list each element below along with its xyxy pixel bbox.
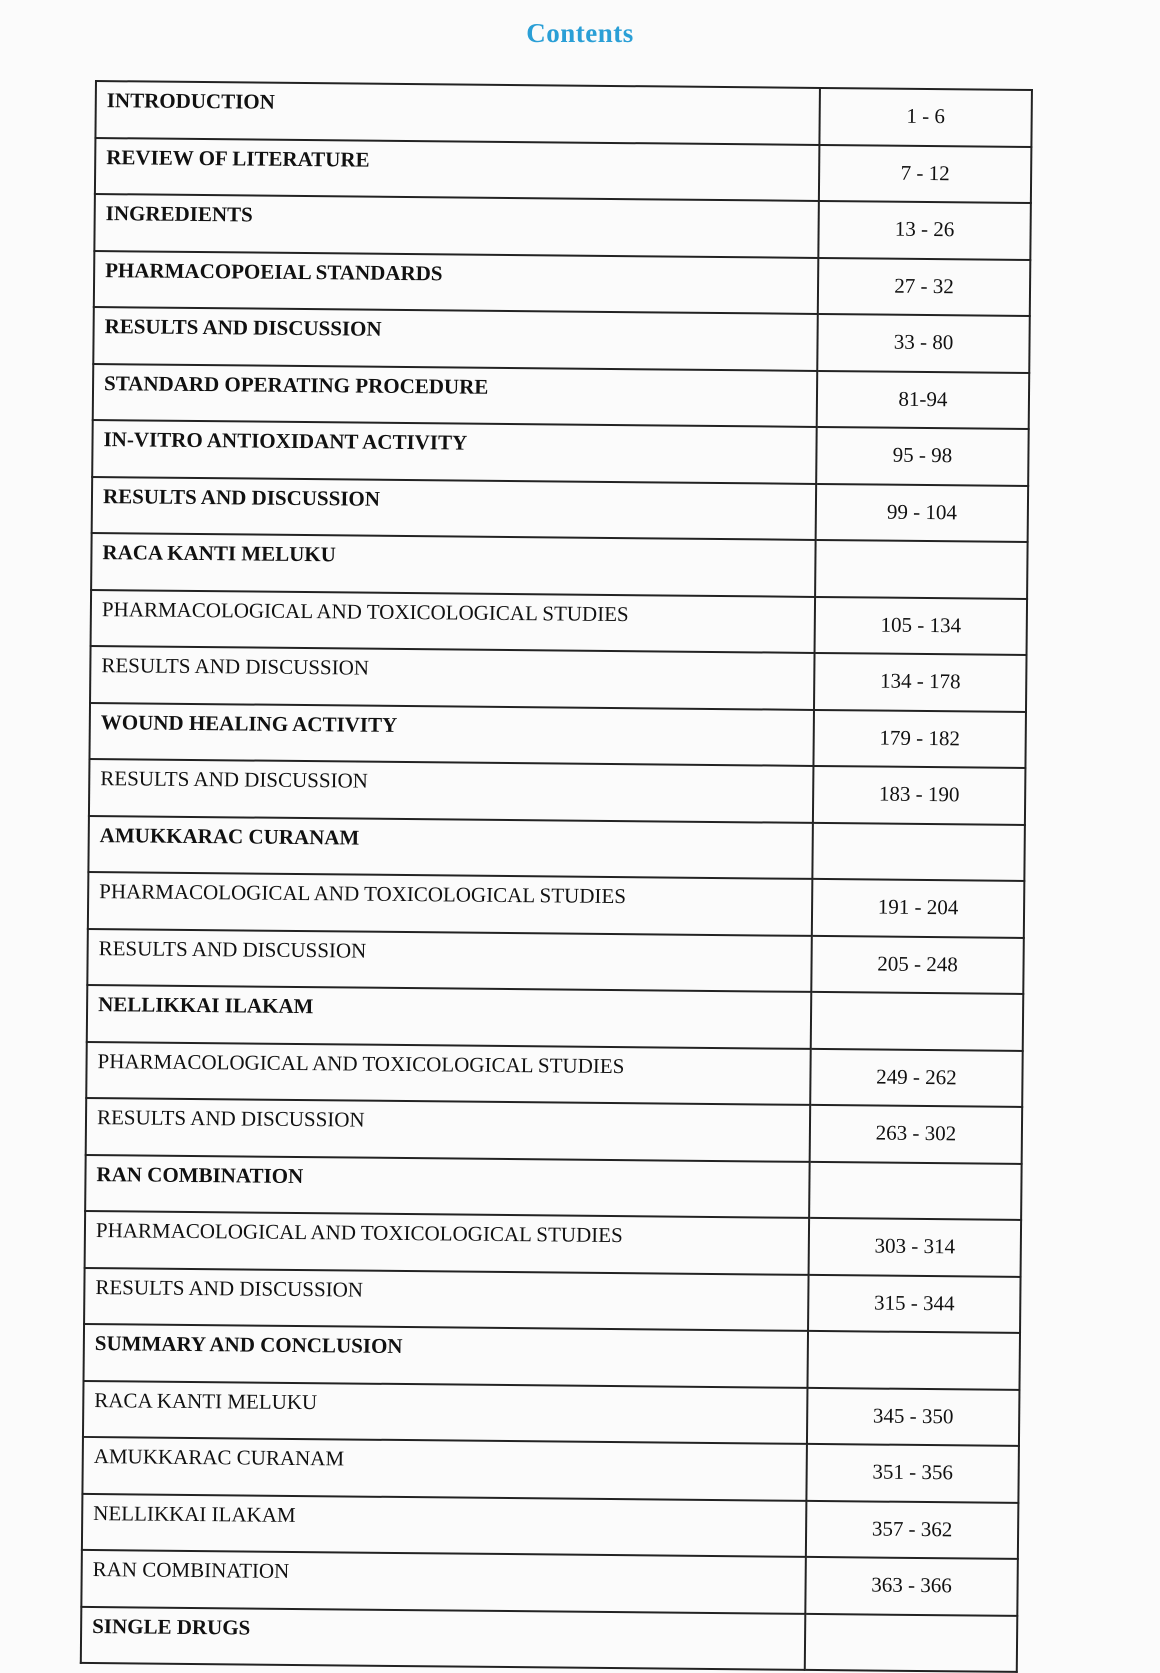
section-title: PHARMACOLOGICAL AND TOXICOLOGICAL STUDIES: [85, 1211, 810, 1274]
page-range: 7 - 12: [819, 144, 1032, 203]
table-row: [92, 420, 1028, 485]
page-range: 95 - 98: [816, 427, 1029, 486]
page-range: [809, 1161, 1022, 1220]
table-row: [95, 81, 1031, 146]
section-title: RESULTS AND DISCUSSION: [87, 928, 812, 991]
table-row: [82, 1493, 1018, 1558]
section-title: NELLIKKAI ILAKAM: [87, 985, 812, 1048]
section-title: RESULTS AND DISCUSSION: [92, 476, 817, 539]
table-row: [85, 1211, 1021, 1276]
page-range: 191 - 204: [812, 879, 1025, 938]
section-title: RESULTS AND DISCUSSION: [86, 1098, 811, 1161]
table-row: [89, 702, 1025, 767]
page-range: 105 - 134: [815, 596, 1028, 655]
page-range: [811, 992, 1024, 1051]
section-title: RESULTS AND DISCUSSION: [89, 759, 814, 822]
table-row: [91, 533, 1027, 598]
table-row: [92, 476, 1028, 541]
page-range: 13 - 26: [818, 201, 1031, 260]
page-range: [815, 540, 1028, 599]
section-title: REVIEW OF LITERATURE: [95, 138, 820, 201]
page-range: 33 - 80: [817, 314, 1030, 373]
page-range: 179 - 182: [813, 709, 1026, 768]
table-row: [86, 1098, 1022, 1163]
section-title: IN-VITRO ANTIOXIDANT ACTIVITY: [92, 420, 817, 483]
page-range: [807, 1331, 1020, 1390]
page-range: 263 - 302: [810, 1105, 1023, 1164]
section-title: RESULTS AND DISCUSSION: [93, 307, 818, 370]
page-range: 351 - 356: [806, 1444, 1019, 1503]
table-row: [87, 985, 1023, 1050]
contents-table: [80, 80, 1033, 1673]
section-title: PHARMACOPOEIAL STANDARDS: [94, 251, 819, 314]
page-range: 205 - 248: [811, 935, 1024, 994]
section-title: RESULTS AND DISCUSSION: [84, 1267, 809, 1330]
page-range: 303 - 314: [809, 1218, 1022, 1277]
page-range: 363 - 366: [805, 1557, 1018, 1616]
section-title: RACA KANTI MELUKU: [83, 1380, 808, 1443]
section-title: PHARMACOLOGICAL AND TOXICOLOGICAL STUDIES: [91, 589, 816, 652]
section-title: AMUKKARAC CURANAM: [82, 1437, 807, 1500]
page-range: 315 - 344: [808, 1274, 1021, 1333]
section-title: RESULTS AND DISCUSSION: [90, 646, 815, 709]
table-row: [84, 1267, 1020, 1332]
page-range: [805, 1613, 1018, 1672]
table-row: [93, 307, 1029, 372]
table-row: [81, 1550, 1017, 1615]
page-title: Contents: [526, 18, 634, 48]
table-row: [94, 251, 1030, 316]
page-range: 134 - 178: [814, 653, 1027, 712]
section-title: INGREDIENTS: [94, 194, 819, 257]
table-row: [81, 1606, 1017, 1671]
table-row: [93, 363, 1029, 428]
table-row: [91, 589, 1027, 654]
page-range: 1 - 6: [819, 88, 1032, 147]
section-title: NELLIKKAI ILAKAM: [82, 1493, 807, 1556]
page-range: 99 - 104: [816, 483, 1029, 542]
section-title: WOUND HEALING ACTIVITY: [89, 702, 814, 765]
section-title: SUMMARY AND CONCLUSION: [84, 1324, 809, 1387]
table-row: [82, 1437, 1018, 1502]
table-row: [90, 646, 1026, 711]
section-title: AMUKKARAC CURANAM: [88, 815, 813, 878]
page-range: 345 - 350: [807, 1387, 1020, 1446]
table-row: [84, 1324, 1020, 1389]
section-title: STANDARD OPERATING PROCEDURE: [93, 363, 818, 426]
table-row: [83, 1380, 1019, 1445]
table-row: [94, 194, 1030, 259]
page-range: 357 - 362: [806, 1500, 1019, 1559]
table-row: [86, 1041, 1022, 1106]
page-range: 249 - 262: [810, 1048, 1023, 1107]
page-range: 27 - 32: [818, 257, 1031, 316]
table-row: [85, 1154, 1021, 1219]
table-row: [88, 872, 1024, 937]
table-row: [95, 138, 1031, 203]
section-title: RAN COMBINATION: [81, 1550, 806, 1613]
page-range: 81-94: [817, 370, 1030, 429]
table-row: [87, 928, 1023, 993]
section-title: SINGLE DRUGS: [81, 1606, 806, 1669]
section-title: PHARMACOLOGICAL AND TOXICOLOGICAL STUDIES: [86, 1041, 811, 1104]
section-title: RAN COMBINATION: [85, 1154, 810, 1217]
section-title: RACA KANTI MELUKU: [91, 533, 816, 596]
table-row: [88, 815, 1024, 880]
table-row: [89, 759, 1025, 824]
section-title: PHARMACOLOGICAL AND TOXICOLOGICAL STUDIES: [88, 872, 813, 935]
page-range: [812, 822, 1025, 881]
page-range: 183 - 190: [813, 766, 1026, 825]
section-title: INTRODUCTION: [95, 81, 820, 144]
